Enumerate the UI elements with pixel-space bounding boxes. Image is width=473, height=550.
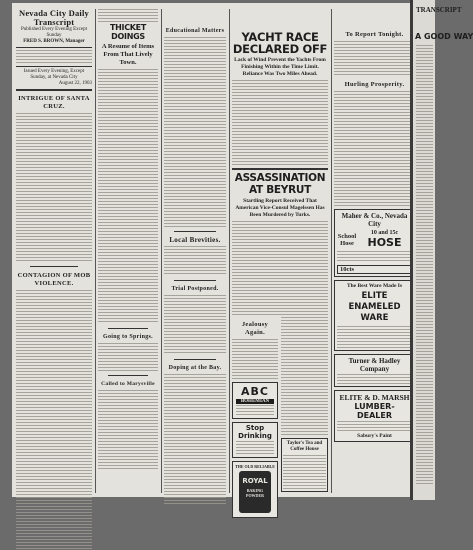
article-assassination [232,221,328,317]
ad-elite-title: ELITE ENAMELED WARE [348,291,401,323]
subhead-thicket-doings: A Resume of Items From That Lively Town. [101,43,155,66]
column-2 [98,9,158,493]
headline-thicket-doings: THICKET DOINGS [109,23,147,41]
ad-taylors-title: Taylor's Tea and Coffee House [286,441,323,452]
ad-royal-title: ROYAL [242,477,268,485]
ad-abc-title: ABC [241,385,269,398]
article-educational-matters [164,37,226,227]
ad-turner-title: Turner & Hadley Company [348,357,401,373]
ad-marsh-bottom: Sabury's Paint [357,433,392,439]
article-mob-violence [16,290,92,550]
ad-stop-drinking-title: Stop Drinking [238,424,272,440]
article-local-brevities [164,246,226,276]
next-page-headline: A GOOD WAY [415,32,473,41]
ad-maher-price: 10 and 15c [370,230,399,236]
article-trial-postponed [164,295,226,355]
column-5 [334,9,415,493]
article-going-to-springs [98,343,158,371]
ad-abc-bohemian [232,382,278,419]
masthead [16,9,92,91]
headline-doping-at-the-bay: Doping at the Bay. [168,365,222,371]
ad-marsh-title: ELITE & D. MARSH [339,393,410,402]
headline-jealousy-again: Jealousy Again. [241,321,269,336]
column-1 [16,9,92,493]
headline-called-to-marysville: Called to Marysville [101,381,155,387]
adjacent-page-edge [410,0,473,500]
ad-abc-sub: BOHEMIAN [236,399,274,404]
masthead-date: August 22, 1903 [58,81,92,86]
article-hurling-prosperity [334,91,415,206]
baking-powder-can-icon [239,471,271,513]
ad-maher-school-hose [334,209,415,277]
article-thicket-doings [98,69,158,324]
ad-elite-top: The Best Ware Made Is [346,283,403,289]
ad-stop-drinking [232,422,278,458]
subhead-yacht-race: Lack of Wind Prevent the Yachts From Finishing Within the Time Limit. Reliance Was Two Miles Ahead. [234,57,326,77]
article-jealousy-again [232,339,278,379]
newspaper-page [12,3,415,497]
headline-yacht-race: YACHT RACE DECLARED OFF [232,30,328,56]
masthead-proprietor: Published Every Evening Except Sunday [21,27,87,38]
masthead-title: Nevada City Daily Transcript [19,8,89,27]
subscription-rates [16,50,92,64]
headline-trial-postponed: Trial Postponed. [171,286,219,292]
ad-royal-top: THE OLD RELIABLE [235,464,275,469]
headline-to-report-tonight: To Report Tonight. [345,31,404,38]
ad-maher-pricebar: 10cts [337,265,412,274]
headline-educational-matters: Educational Matters [165,28,225,34]
ad-elite-enameled-ware [334,280,415,351]
headline-assassination: ASSASSINATION AT BEYRUT [234,172,326,196]
column-3 [164,9,226,493]
ad-maher-title: Maher & Co., Nevada City [341,212,408,228]
column-4 [232,9,328,498]
subhead-assassination: Startling Report Received That American Vice-Consul Magelssen Has Been Murdered by Turks. [235,198,325,218]
ad-maher-hose: HOSE [367,236,402,249]
article-called-to-marysville [98,390,158,470]
article-yacht-race [232,80,328,166]
headline-local-brevities: Local Brevities. [169,236,221,244]
masthead-note: Issued Every Evening, Except Sunday, at Nevada City [23,69,85,80]
headline-hurling-prosperity: Hurling Prosperity. [344,81,405,88]
article-column4-right [281,317,328,435]
ad-marsh-lumber [334,390,415,442]
ad-taylors-tea [281,438,328,492]
masthead-editor: FRED S. BROWN, Manager [23,39,85,44]
article-doping-at-the-bay [164,374,226,504]
ad-maher-school: School Hose [337,232,357,247]
next-page-title: TRANSCRIPT [416,6,462,14]
ad-turner-hadley [334,354,415,387]
headline-mob-violence: CONTAGION OF MOB VIOLENCE. [17,272,91,287]
article-santa-cruz [16,113,92,261]
ad-marsh-sub: LUMBER-DEALER [354,402,395,420]
article-to-report-tonight [334,41,415,77]
headline-going-to-springs: Going to Springs. [103,334,153,340]
headline-santa-cruz: INTRIGUE OF SANTA CRUZ. [18,95,90,110]
ad-royal-baking-powder [232,461,278,518]
ad-royal-sub: BAKING POWDER [246,488,264,498]
